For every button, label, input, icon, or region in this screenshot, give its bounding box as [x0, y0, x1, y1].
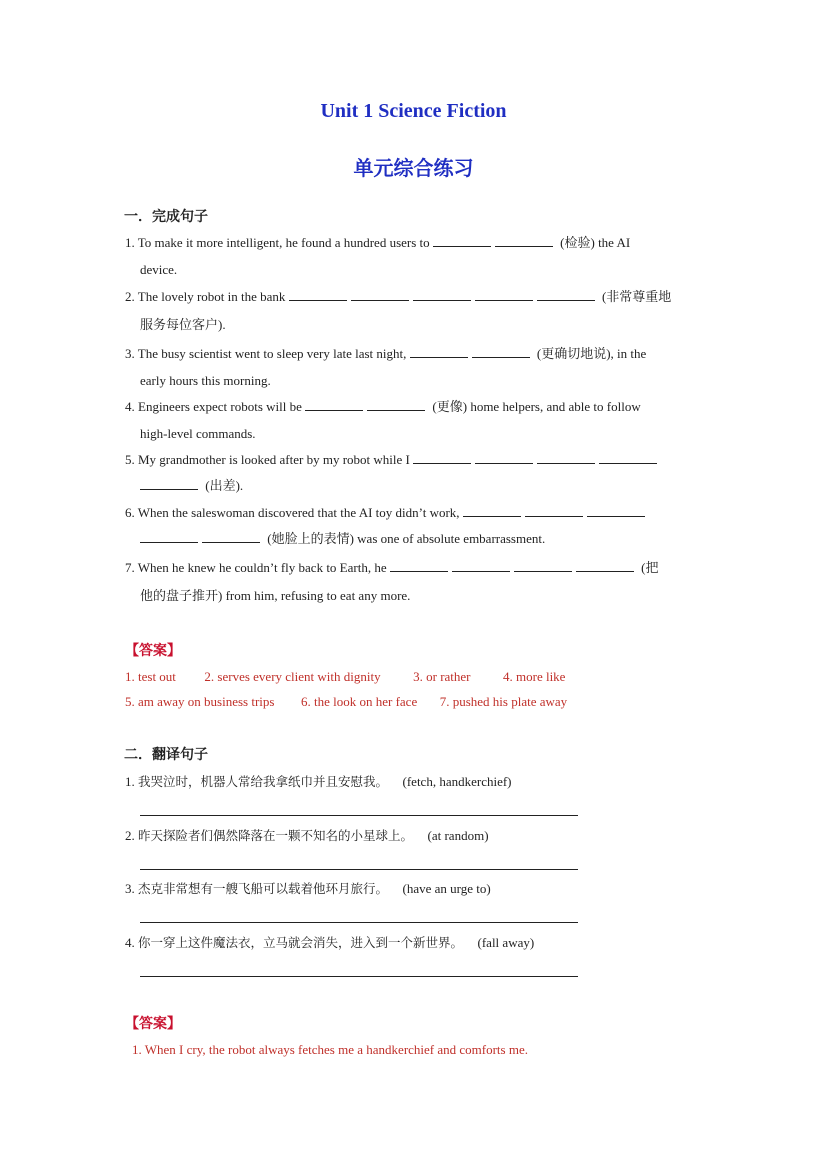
answer-blank[interactable]: [390, 559, 448, 572]
item-number: 2.: [125, 828, 135, 843]
answer-blank[interactable]: [140, 530, 198, 543]
item-chinese: 杰克非常想有一艘飞船可以载着他环月旅行。: [138, 881, 389, 896]
answer-blank[interactable]: [514, 559, 572, 572]
answer-line-blank[interactable]: [140, 815, 578, 816]
item-hint: (have an urge to): [402, 881, 491, 896]
item-chinese: 你一穿上这件魔法衣，立马就会消失，进入到一个新世界。: [138, 935, 464, 950]
list-item: [125, 772, 512, 792]
item-number: 3.: [125, 881, 135, 896]
answer-blank[interactable]: [525, 504, 583, 517]
item-continuation: early hours this morning.: [140, 373, 271, 388]
item-hint: (非常尊重地: [601, 289, 672, 304]
item-text: 6. When the saleswoman discovered that the AI toy didn’t work,: [125, 505, 460, 520]
answer-blank[interactable]: [289, 288, 347, 301]
answer-blank[interactable]: [202, 530, 260, 543]
item-number: 1.: [125, 774, 135, 789]
answer-blank[interactable]: [413, 288, 471, 301]
answer-blank[interactable]: [475, 288, 533, 301]
answer-line: [125, 692, 567, 712]
answer-blank[interactable]: [475, 451, 533, 464]
list-item: [125, 397, 641, 417]
item-text: 2. The lovely robot in the bank: [125, 289, 286, 304]
item-hint: (at random): [427, 828, 489, 843]
answer-line-blank[interactable]: [140, 869, 578, 870]
item-hint: (把: [641, 560, 659, 575]
item-hint: (fall away): [477, 935, 535, 950]
item-continuation: 服务每位客户).: [140, 317, 226, 332]
item-text: 1. To make it more intelligent, he found a hundred users to: [125, 235, 430, 250]
item-continuation: device.: [140, 262, 178, 277]
list-item-continuation: [140, 529, 545, 549]
item-text: 7. When he knew he couldn’t fly back to Earth, he: [125, 560, 387, 575]
answer-item: 4. more like: [503, 669, 566, 684]
answer-item: 5. am away on business trips: [125, 694, 275, 709]
list-item: [125, 933, 534, 953]
item-text: 3. The busy scientist went to sleep very late last night,: [125, 346, 407, 361]
answer-blank[interactable]: [537, 451, 595, 464]
item-hint: (更确切地说), in the: [536, 346, 647, 361]
item-text: 4. Engineers expect robots will be: [125, 399, 302, 414]
answer-blank[interactable]: [140, 477, 198, 490]
answer-blank[interactable]: [463, 504, 521, 517]
answer-blank[interactable]: [433, 234, 491, 247]
answer-blank[interactable]: [587, 504, 645, 517]
section1-heading: 一．完成句子: [124, 209, 208, 225]
answer-line-blank[interactable]: [140, 976, 578, 977]
list-item: [125, 344, 646, 364]
answer-blank[interactable]: [351, 288, 409, 301]
list-item: [125, 558, 658, 578]
list-item: [125, 233, 630, 253]
item-continuation: 他的盘子推开) from him, refusing to eat any more.: [140, 588, 411, 603]
answer-item: 1. test out: [125, 669, 176, 684]
section2-heading: 二．翻译句子: [124, 747, 208, 763]
item-hint: (fetch, handkerchief): [402, 774, 512, 789]
answer-label: 【答案】: [125, 1016, 181, 1032]
answer-item: 1. When I cry, the robot always fetches me a handkerchief and comforts me.: [132, 1042, 528, 1057]
answer-blank[interactable]: [452, 559, 510, 572]
answer-blank[interactable]: [495, 234, 553, 247]
list-item: [125, 826, 489, 846]
page-title: Unit 1 Science Fiction: [320, 100, 507, 122]
list-item: [125, 879, 491, 899]
list-item: [125, 450, 661, 470]
list-item: [125, 503, 649, 523]
item-hint: (检验) the AI: [560, 235, 631, 250]
item-hint: (更像) home helpers, and able to follow: [432, 399, 641, 414]
answer-line: [125, 667, 565, 687]
answer-item: 2. serves every client with dignity: [204, 669, 381, 684]
item-chinese: 我哭泣时，机器人常给我拿纸巾并且安慰我。: [138, 774, 389, 789]
page-subtitle: 单元综合练习: [353, 156, 474, 180]
item-number: 4.: [125, 935, 135, 950]
answer-item: 3. or rather: [413, 669, 471, 684]
answer-line-blank[interactable]: [140, 922, 578, 923]
item-text: 5. My grandmother is looked after by my robot while I: [125, 452, 410, 467]
item-hint: (出差).: [205, 478, 244, 493]
answer-label: 【答案】: [125, 643, 181, 659]
answer-blank[interactable]: [367, 398, 425, 411]
list-item-continuation: [140, 476, 243, 496]
answer-blank[interactable]: [410, 345, 468, 358]
answer-blank[interactable]: [599, 451, 657, 464]
item-continuation: high-level commands.: [140, 426, 256, 441]
answer-blank[interactable]: [305, 398, 363, 411]
answer-item: 7. pushed his plate away: [439, 694, 568, 709]
answer-blank[interactable]: [472, 345, 530, 358]
item-chinese: 昨天探险者们偶然降落在一颗不知名的小星球上。: [138, 828, 414, 843]
answer-item: 6. the look on her face: [300, 694, 418, 709]
item-hint: (她脸上的表情) was one of absolute embarrassment.: [267, 531, 546, 546]
list-item: [125, 287, 671, 307]
answer-blank[interactable]: [413, 451, 471, 464]
answer-blank[interactable]: [537, 288, 595, 301]
answer-blank[interactable]: [576, 559, 634, 572]
